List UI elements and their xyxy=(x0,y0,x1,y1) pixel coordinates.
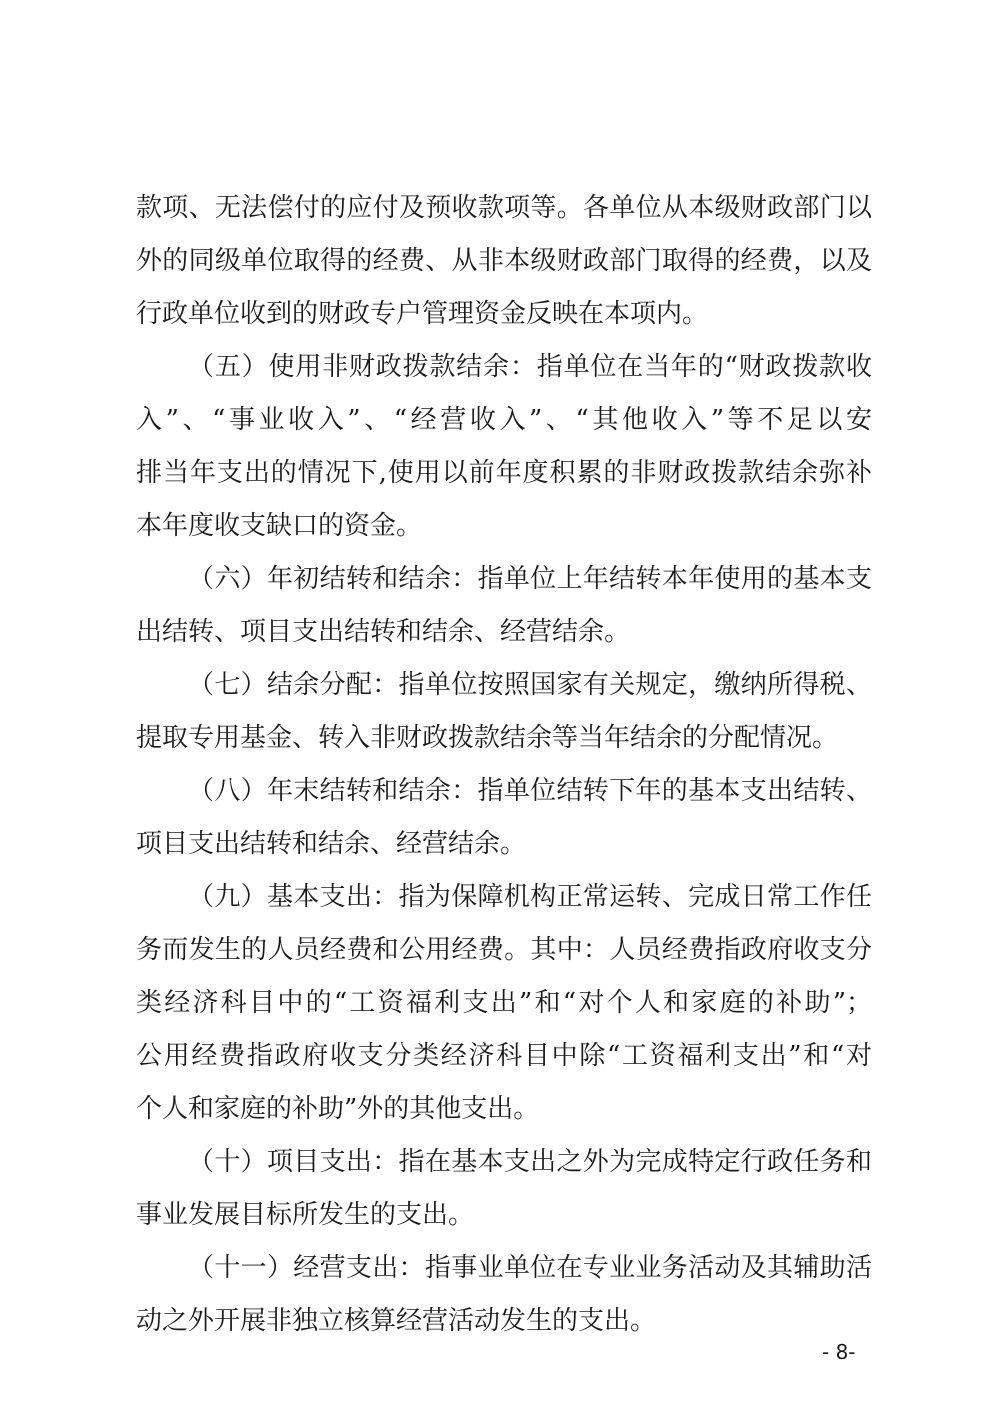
document-body xyxy=(136,182,872,1348)
page-number: - 8- xyxy=(822,1340,856,1364)
text-line: 款项、无法偿付的应付及预收款项等。各单位从本级财政部门以 xyxy=(136,193,872,223)
text-line: 行政单位收到的财政专户管理资金反映在本项内。 xyxy=(136,299,709,329)
text-line: （十一）经营支出：指事业单位在专业业务活动及其辅助活 xyxy=(188,1253,872,1283)
paragraph-continuation xyxy=(136,182,872,341)
paragraph-item-6 xyxy=(136,553,872,659)
text-line: （七）结余分配：指单位按照国家有关规定，缴纳所得税、 xyxy=(188,670,872,700)
paragraph-item-9 xyxy=(136,871,872,1136)
text-line: 本年度收支缺口的资金。 xyxy=(136,511,423,541)
text-line: （六）年初结转和结余：指单位上年结转本年使用的基本支 xyxy=(188,564,872,594)
text-line: （九）基本支出：指为保障机构正常运转、完成日常工作任 xyxy=(188,882,872,912)
text-line: 项目支出结转和结余、经营结余。 xyxy=(136,829,527,859)
text-line: （五）使用非财政拨款结余：指单位在当年的“财政拨款收 xyxy=(188,352,872,382)
text-line: 个人和家庭的补助”外的其他支出。 xyxy=(136,1094,540,1124)
text-line: 入”、“事业收入”、“经营收入”、“其他收入”等不足以安 xyxy=(136,405,872,435)
text-line: （十）项目支出：指在基本支出之外为完成特定行政任务和 xyxy=(188,1147,872,1177)
text-line: 出结转、项目支出结转和结余、经营结余。 xyxy=(136,617,631,647)
paragraph-item-7 xyxy=(136,659,872,765)
text-line: 排当年支出的情况下,使用以前年度积累的非财政拨款结余弥补 xyxy=(136,458,872,488)
text-line: 事业发展目标所发生的支出。 xyxy=(136,1200,475,1230)
text-line: （八）年末结转和结余：指单位结转下年的基本支出结转、 xyxy=(188,776,872,806)
paragraph-item-5 xyxy=(136,341,872,553)
paragraph-item-10 xyxy=(136,1136,872,1242)
paragraph-item-11 xyxy=(136,1242,872,1348)
text-line: 动之外开展非独立核算经营活动发生的支出。 xyxy=(136,1306,657,1336)
text-line: 类经济科目中的“工资福利支出”和“对个人和家庭的补助”； xyxy=(136,988,872,1018)
text-line: 务而发生的人员经费和公用经费。其中：人员经费指政府收支分 xyxy=(136,935,872,965)
text-line: 外的同级单位取得的经费、从非本级财政部门取得的经费，以及 xyxy=(136,246,872,276)
text-line: 提取专用基金、转入非财政拨款结余等当年结余的分配情况。 xyxy=(136,723,839,753)
text-line: 公用经费指政府收支分类经济科目中除“工资福利支出”和“对 xyxy=(136,1041,872,1071)
paragraph-item-8 xyxy=(136,765,872,871)
